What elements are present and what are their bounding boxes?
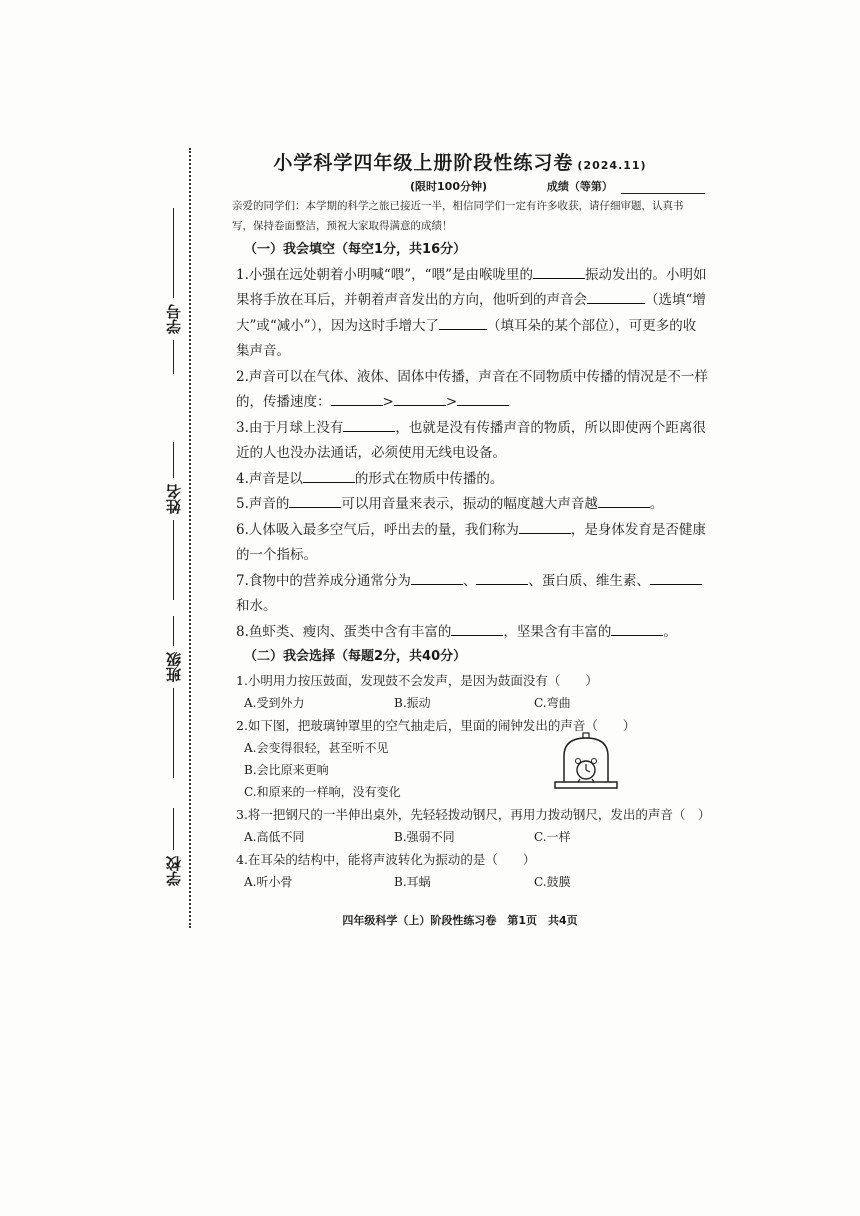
q7-text-a: 7.食物中的营养成分通常分为 bbox=[236, 572, 411, 589]
option-a[interactable]: A.听小骨 bbox=[244, 875, 293, 889]
q1-text-a: 1.小强在远处朝着小明喊“喂”，“喂”是由喉咙里的 bbox=[236, 266, 533, 283]
answer-blank[interactable] bbox=[476, 570, 528, 585]
option-b[interactable]: B.振动 bbox=[394, 696, 431, 710]
q7-text-c: 和水。 bbox=[236, 598, 277, 614]
section1-title: （一）我会填空（每空1分，共16分） bbox=[244, 242, 467, 257]
intro-text: 亲爱的同学们：本学期的科学之旅已接近一半，相信同学们一定有许多收获，请仔细审题，认真书写，保持卷面整洁，预祝大家取得满意的成绩！ bbox=[232, 200, 684, 232]
class-blank bbox=[173, 616, 174, 646]
fill-question-8 bbox=[236, 620, 708, 646]
option-a[interactable]: A.高低不同 bbox=[244, 830, 305, 844]
answer-blank[interactable] bbox=[451, 621, 503, 636]
page-title bbox=[200, 148, 720, 175]
name-label: 姓名 bbox=[164, 484, 183, 514]
choice-question-4: 4.在耳朵的结构中，能将声波转化为振动的是（ ） bbox=[236, 852, 536, 867]
q3-text-b: ，也就是没有传播声音的物质，所以即使两个距离很近的人也没办法通话，必须使用无线电设备。 bbox=[236, 419, 706, 461]
score-label: 成绩（等第） bbox=[546, 180, 613, 193]
fill-question-2 bbox=[236, 365, 708, 416]
answer-blank[interactable] bbox=[611, 621, 663, 636]
q3-text-a: 3.由于月球上没有 bbox=[236, 419, 344, 436]
class-label: 班级 bbox=[164, 652, 183, 682]
name-blank bbox=[173, 442, 174, 478]
q2-gt-2: > bbox=[445, 394, 458, 410]
class-field bbox=[158, 616, 188, 778]
choice-question-2: 2.如下图，把玻璃钟罩里的空气抽走后，里面的闹钟发出的声音（ ） bbox=[236, 718, 636, 733]
fill-question-7 bbox=[236, 569, 708, 620]
q8-text-b: ，坚果含有丰富的 bbox=[503, 623, 612, 640]
answer-blank[interactable] bbox=[439, 315, 487, 330]
q5-text-a: 5.声音的 bbox=[236, 496, 290, 512]
time-limit: (限时100分钟) bbox=[410, 180, 488, 193]
answer-blank[interactable] bbox=[343, 417, 395, 432]
q8-text-c: 。 bbox=[663, 623, 677, 640]
option-b[interactable]: B.会比原来更响 bbox=[244, 763, 329, 777]
fill-question-3 bbox=[236, 416, 708, 467]
score-blank[interactable] bbox=[621, 193, 705, 194]
fill-question-5 bbox=[236, 492, 708, 518]
q8-text-a: 8.鱼虾类、瘦肉、蛋类中含有丰富的 bbox=[236, 623, 452, 640]
section2-title: （二）我会选择（每题2分，共40分） bbox=[244, 649, 467, 664]
fill-question-1 bbox=[236, 263, 708, 365]
q1-text-d: （填耳朵的某个部位），可更多的收集声音。 bbox=[236, 317, 697, 359]
answer-blank[interactable] bbox=[331, 391, 383, 406]
title-date: (2024.11) bbox=[577, 159, 647, 172]
answer-blank[interactable] bbox=[411, 570, 463, 585]
q7-sep: 、 bbox=[462, 572, 477, 589]
option-b[interactable]: B.耳蜗 bbox=[394, 875, 431, 889]
option-a[interactable]: A.受到外力 bbox=[244, 696, 305, 710]
option-c[interactable]: C.鼓膜 bbox=[534, 875, 571, 889]
q1-text-c: （选填“增大”或“减小”），因为这时手增大了 bbox=[236, 292, 706, 334]
answer-blank[interactable] bbox=[289, 493, 341, 508]
option-c[interactable]: C.和原来的一样响，没有变化 bbox=[244, 785, 401, 799]
q7-text-b: 、蛋白质、维生素、 bbox=[528, 572, 650, 589]
option-b[interactable]: B.强弱不同 bbox=[394, 830, 455, 844]
answer-blank[interactable] bbox=[598, 493, 650, 508]
answer-blank[interactable] bbox=[394, 391, 446, 406]
fill-question-6 bbox=[236, 518, 708, 569]
name-tail-line bbox=[173, 520, 174, 600]
answer-blank[interactable] bbox=[519, 519, 571, 534]
choice-question-3: 3.将一把钢尺的一半伸出桌外，先轻轻拨动钢尺，再用力拨动钢尺，发出的声音（ ） bbox=[236, 807, 711, 822]
student-no-label: 学号 bbox=[164, 304, 183, 334]
answer-blank[interactable] bbox=[587, 289, 645, 304]
q6-text-b: ，是身体发育是否健康的一个指标。 bbox=[236, 521, 706, 563]
choice-options-2 bbox=[244, 737, 708, 803]
school-field bbox=[158, 808, 188, 892]
q1-text-b: 振动发出的。小明如果将手放在耳后，并朝着声音发出的方向，他听到的声音会 bbox=[236, 266, 707, 308]
choice-options-1 bbox=[244, 692, 708, 714]
q2-gt-1: > bbox=[382, 394, 394, 410]
page-footer: 四年级科学（上）阶段性练习卷 第1页 共4页 bbox=[342, 914, 578, 927]
exam-content bbox=[236, 238, 711, 893]
q5-text-b: 可以用音量来表示，振动的幅度越大声音越 bbox=[341, 496, 598, 512]
choice-question-1: 1.小明用力按压鼓面，发现鼓不会发声，是因为鼓面没有（ ） bbox=[236, 673, 598, 688]
choice-options-3 bbox=[244, 826, 708, 848]
student-no-blank bbox=[173, 208, 174, 298]
choice-question-2-block bbox=[236, 714, 708, 803]
school-blank bbox=[173, 808, 174, 850]
q4-text-a: 4.声音是以 bbox=[236, 470, 303, 487]
fill-question-4 bbox=[236, 467, 708, 493]
school-label: 学校 bbox=[164, 856, 183, 886]
binding-dotted-line bbox=[189, 148, 191, 928]
q2-text-a: 2.声音可以在气体、液体、固体中传播，声音在不同物质中传播的情况是不一样的，传播速度： bbox=[236, 368, 708, 410]
q4-text-b: 的形式在物质中传播的。 bbox=[354, 470, 504, 487]
q5-text-c: 。 bbox=[649, 496, 664, 512]
student-no-field bbox=[158, 208, 188, 374]
answer-blank[interactable] bbox=[303, 468, 355, 483]
option-a[interactable]: A.会变得很轻，甚至听不见 bbox=[244, 741, 389, 755]
name-field bbox=[158, 442, 188, 600]
class-tail-line bbox=[173, 688, 174, 778]
answer-blank[interactable] bbox=[650, 570, 702, 585]
option-c[interactable]: C.一样 bbox=[534, 830, 571, 844]
answer-blank[interactable] bbox=[533, 264, 585, 279]
choice-options-4 bbox=[244, 871, 708, 893]
title-text: 小学科学四年级上册阶段性练习卷 bbox=[273, 152, 574, 174]
exam-meta bbox=[410, 178, 705, 194]
option-c[interactable]: C.弯曲 bbox=[534, 696, 571, 710]
q6-text-a: 6.人体吸入最多空气后，呼出去的量，我们称为 bbox=[236, 521, 519, 538]
answer-blank[interactable] bbox=[457, 391, 509, 406]
student-no-tail-line bbox=[173, 340, 174, 374]
bell-jar-clock-figure bbox=[554, 732, 618, 790]
